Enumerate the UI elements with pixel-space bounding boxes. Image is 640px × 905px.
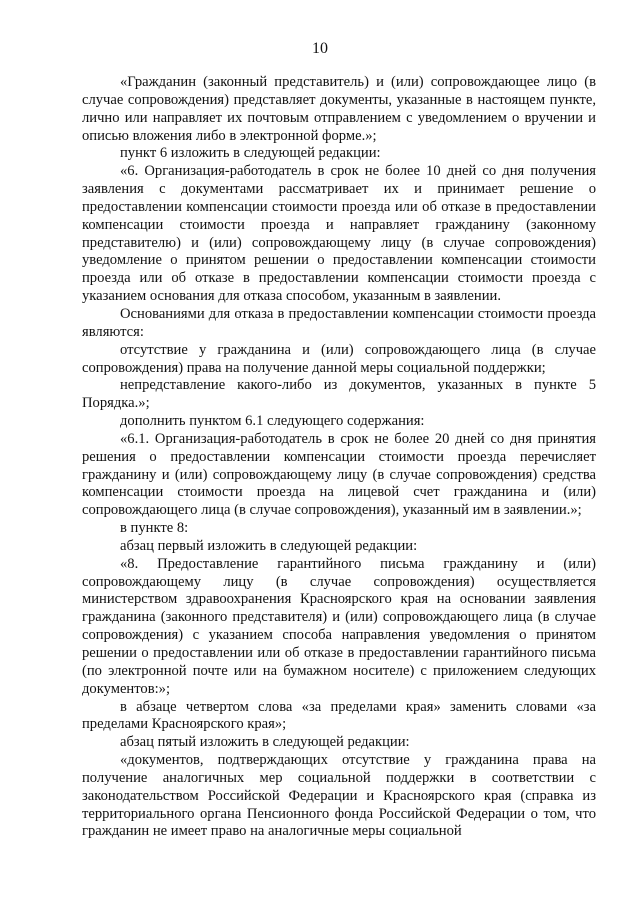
paragraph-14: «документов, подтверждающих отсутствие у гражданина права на получение аналогичных мер социальной поддержки в соответствии с законодательством Российской Федерации и Красноярского края (справка из территориального органа Пенсионного фонда Российской Федерации о том, что гражданин не имеет право на аналогичные меры социальной [82, 752, 596, 840]
paragraph-6: непредставление какого-либо из документов, указанных в пункте 5 Порядка.»; [82, 377, 596, 412]
paragraph-13: абзац пятый изложить в следующей редакции: [120, 734, 410, 751]
paragraph-2: пункт 6 изложить в следующей редакции: [120, 145, 381, 162]
paragraph-7: дополнить пунктом 6.1 следующего содержания: [120, 413, 425, 430]
paragraph-12: в абзаце четвертом слова «за пределами края» заменить словами «за пределами Красноярского края»; [82, 698, 596, 733]
paragraph-10: абзац первый изложить в следующей редакции: [120, 537, 418, 554]
paragraph-8: «6.1. Организация-работодатель в срок не более 20 дней со дня принятия решения о предоставлении компенсации стоимости проезда перечисляет гражданину и (или) сопровождающему лицу (в случае сопровождения) средства компенсации стоимости проезда на лицевой счет гражданина и (или) сопровождающего лица (в случае сопровождения), указанный им в заявлении.»; [82, 430, 596, 519]
paragraph-4: Основаниями для отказа в предоставлении компенсации стоимости проезда являются: [82, 305, 596, 340]
paragraph-9: в пункте 8: [120, 520, 189, 537]
page-number: 10 [312, 40, 328, 57]
paragraph-5: отсутствие у гражданина и (или) сопровождающего лица (в случае сопровождения) права на получение данной меры социальной поддержки; [82, 341, 596, 376]
paragraph-11: «8. Предоставление гарантийного письма гражданину и (или) сопровождающему лицу (в случае сопровождения) осуществляется министерством здравоохранения Красноярского края на основании заявления гражданина (законного представителя) и (или) сопровождающего лица (в случае сопровождения) с указанием способа направления уведомления о принятом решении о предоставлении или об отказе в предоставлении гарантийного письма (по электронной почте или на бумажном носителе) с приложением следующих документов:»; [82, 555, 596, 697]
document-body [82, 74, 596, 841]
paragraph-3: «6. Организация-работодатель в срок не более 10 дней со дня получения заявления с документами рассматривает их и принимает решение о предоставлении компенсации стоимости проезда или об отказе в предоставлении компенсации стоимости проезда и направляет гражданину (законному представителю) и (или) сопровождающему лицу (в случае сопровождения) уведомление о принятом решении о предоставлении компенсации стоимости проезда или об отказе в предоставлении компенсации стоимости проезда с указанием основания для отказа способом, указанным в заявлении. [82, 163, 596, 305]
paragraph-1: «Гражданин (законный представитель) и (или) сопровождающее лицо (в случае сопровождения) представляет документы, указанные в настоящем пункте, лично или направляет их почтовым отправлением с уведомлением о вручении и описью вложения либо в электронной форме.»; [82, 74, 596, 144]
